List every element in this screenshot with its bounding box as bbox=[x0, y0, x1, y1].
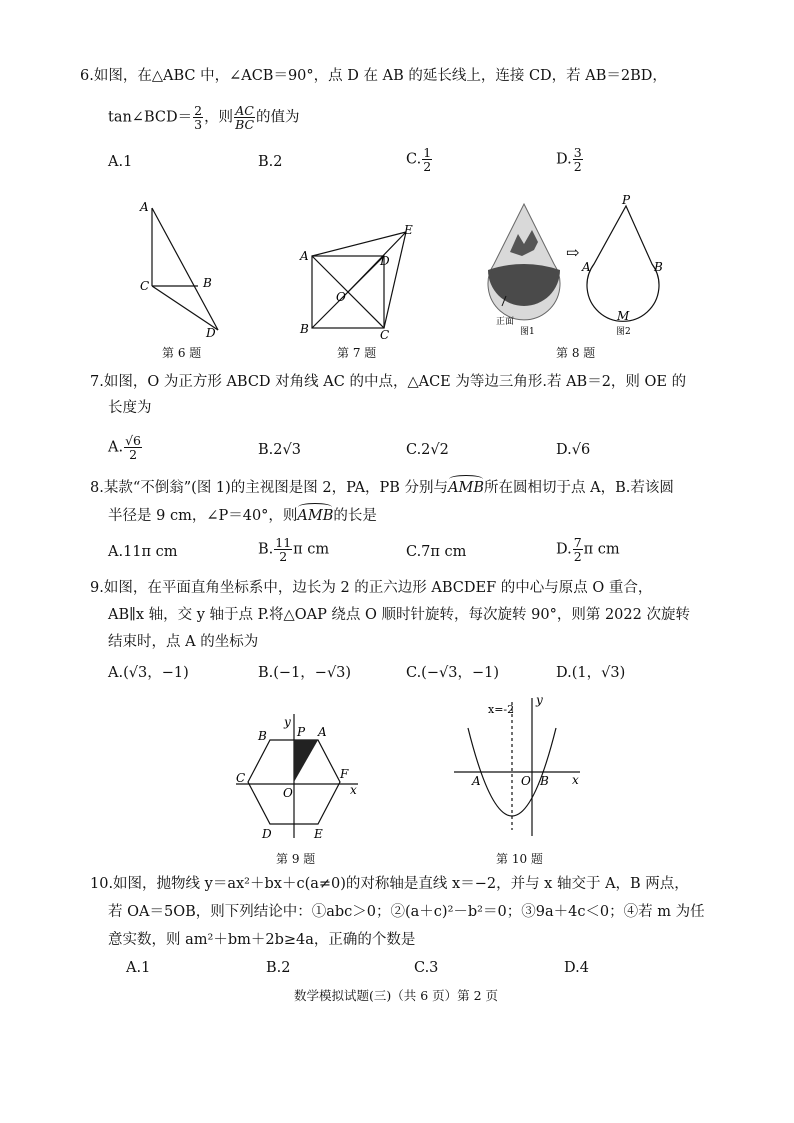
q9-line1: 9.如图，在平面直角坐标系中，边长为 2 的正六边形 ABCDEF 的中心与原点 O 重合， bbox=[90, 580, 653, 596]
q8-option-a: A.11π cm bbox=[108, 544, 178, 560]
q8-option-b bbox=[258, 536, 329, 563]
fig7-side-ce bbox=[384, 232, 406, 328]
q8-line2-pre: 半径是 9 cm，∠P＝40°，则 bbox=[108, 508, 298, 524]
figure-10 bbox=[448, 690, 598, 846]
q7-line1: 7.如图，O 为正方形 ABCD 对角线 AC 的中点，△ACE 为等边三角形.若 AB＝2，则 OE 的 bbox=[90, 374, 687, 390]
figure-6 bbox=[130, 196, 240, 341]
fig9-shaded-triangle-oap bbox=[294, 740, 318, 782]
fig8-transform-arrow: ⇨ bbox=[566, 243, 580, 262]
q6-frac-ac-bc bbox=[234, 104, 255, 131]
fig9-label-o: O bbox=[283, 786, 293, 800]
fig9-label-b: B bbox=[258, 729, 267, 743]
fig9-label-f: F bbox=[340, 767, 349, 781]
q7-opta-frac bbox=[124, 434, 142, 461]
q6-value-text: 的值为 bbox=[256, 109, 300, 126]
q10-option-c: C.3 bbox=[414, 960, 439, 976]
fig7-label-b: B bbox=[300, 322, 309, 336]
fig7-label-o: O bbox=[336, 290, 346, 304]
q6-option-d bbox=[556, 146, 584, 173]
fig6-label-d: D bbox=[206, 326, 216, 340]
q8-optb-num: 11 bbox=[275, 535, 292, 550]
q8-line2-post: 的长是 bbox=[333, 508, 377, 524]
q9-option-b: B.(−1，−√3) bbox=[258, 665, 352, 681]
q6-optc-den: 2 bbox=[423, 159, 432, 174]
q10-line3: 意实数，则 am²＋bm＋2b≥4a，正确的个数是 bbox=[108, 932, 416, 948]
q6-option-a: A.1 bbox=[108, 154, 133, 170]
q7-option-c: C.2√2 bbox=[406, 442, 449, 458]
q9-option-a: A.(√3，−1) bbox=[108, 665, 189, 681]
q6-line1: 6.如图，在△ABC 中，∠ACB＝90°，点 D 在 AB 的延长线上，连接 CD，若 AB＝2BD， bbox=[80, 68, 667, 84]
fig9-label-e: E bbox=[314, 827, 323, 841]
q6-frac-2-3 bbox=[193, 104, 203, 131]
fig8-label-a: A bbox=[582, 260, 591, 274]
q8-line1-pre: 8.某款“不倒翁”(图 1)的主视图是图 2，PA，PB 分别与 bbox=[90, 480, 449, 496]
q7-option-b: B.2√3 bbox=[258, 442, 301, 458]
fig8-tumbler-photo bbox=[488, 204, 560, 320]
q6-optd-pre: D. bbox=[556, 151, 572, 168]
q8-option-d bbox=[556, 536, 620, 563]
q7-option-a bbox=[108, 434, 143, 461]
q6-optc-frac bbox=[422, 146, 432, 173]
q6-frac1-num: 2 bbox=[194, 103, 203, 118]
q8-line1-post: 所在圆相切于点 A，B.若该圆 bbox=[484, 480, 674, 496]
q7-opta-den: 2 bbox=[129, 447, 138, 462]
fig7-label-d: D bbox=[380, 254, 390, 268]
fig10-label-a: A bbox=[472, 774, 481, 788]
q10-line2: 若 OA＝5OB，则下列结论中：①abc＞0；②(a＋c)²－b²＝0；③9a＋4c＜0；④若 m 为任 bbox=[108, 904, 705, 920]
fig6-label-c: C bbox=[140, 279, 150, 293]
fig7-label-a: A bbox=[300, 249, 309, 263]
q10-option-a: A.1 bbox=[126, 960, 151, 976]
q8-optb-frac bbox=[274, 536, 292, 563]
fig9-label-c: C bbox=[236, 771, 246, 785]
q6-optc-pre: C. bbox=[406, 151, 422, 168]
fig9-label-x: x bbox=[350, 783, 357, 797]
figure-8 bbox=[484, 192, 684, 342]
q8-optd-post: π cm bbox=[583, 541, 620, 558]
fig10-axis-label: x=-2 bbox=[488, 703, 515, 716]
fig10-label-b: B bbox=[540, 774, 549, 788]
q8-line2 bbox=[108, 506, 377, 526]
q6-option-c bbox=[406, 146, 433, 173]
fig8-label-p: P bbox=[622, 193, 631, 207]
q8-optd-frac bbox=[573, 536, 583, 563]
q10-option-d: D.4 bbox=[564, 960, 589, 976]
q6-line2 bbox=[108, 104, 300, 131]
fig6-caption: 第 6 题 bbox=[162, 346, 202, 360]
q8-line1 bbox=[90, 478, 674, 498]
fig8-img1-label: 图1 bbox=[520, 327, 535, 337]
q6-frac2-num: AC bbox=[235, 103, 254, 118]
fig9-label-y: y bbox=[284, 715, 291, 729]
fig10-label-y: y bbox=[536, 693, 543, 707]
fig8-label-b: B bbox=[654, 260, 663, 274]
q6-option-b: B.2 bbox=[258, 154, 283, 170]
fig10-caption: 第 10 题 bbox=[496, 852, 543, 866]
fig6-line-ad bbox=[152, 208, 218, 330]
page-footer: 数学模拟试题(三)（共 6 页）第 2 页 bbox=[294, 988, 499, 1003]
fig9-label-p: P bbox=[297, 725, 306, 739]
q6-frac1-den: 3 bbox=[194, 117, 203, 132]
q8-optb-den: 2 bbox=[279, 549, 288, 564]
q7-option-d: D.√6 bbox=[556, 442, 591, 458]
q6-optc-num: 1 bbox=[423, 145, 432, 160]
q6-optd-num: 3 bbox=[573, 145, 582, 160]
fig7-label-e: E bbox=[404, 223, 413, 237]
figure-7 bbox=[296, 222, 416, 342]
q8-optb-pre: B. bbox=[258, 541, 274, 558]
q10-option-b: B.2 bbox=[266, 960, 291, 976]
fig8-img2-label: 图2 bbox=[616, 327, 631, 337]
q8-optb-post: π cm bbox=[293, 541, 330, 558]
q8-option-c: C.7π cm bbox=[406, 544, 467, 560]
q8-optd-den: 2 bbox=[573, 549, 582, 564]
fig8-caption: 第 8 题 bbox=[556, 346, 596, 360]
fig9-caption: 第 9 题 bbox=[276, 852, 316, 866]
fig8-droplet-outline bbox=[587, 206, 659, 321]
q8-arc-amb-2: AMB bbox=[297, 508, 334, 524]
fig6-label-b: B bbox=[203, 276, 212, 290]
q9-option-c: C.(−√3，−1) bbox=[406, 665, 499, 681]
fig9-label-d: D bbox=[262, 827, 272, 841]
q6-then: ，则 bbox=[204, 109, 234, 126]
q8-optd-pre: D. bbox=[556, 541, 572, 558]
q7-opta-pre: A. bbox=[108, 439, 124, 456]
q7-opta-num: √6 bbox=[125, 433, 142, 448]
fig8-front-label: 正面 bbox=[496, 317, 515, 327]
fig7-caption: 第 7 题 bbox=[337, 346, 377, 360]
fig8-label-m: M bbox=[617, 309, 630, 323]
fig7-side-ae bbox=[312, 232, 406, 256]
fig6-line-cd bbox=[152, 286, 218, 330]
q6-frac2-den: BC bbox=[235, 117, 255, 132]
fig10-label-o: O bbox=[521, 774, 531, 788]
q8-arc-amb-1: AMB bbox=[448, 480, 485, 496]
q6-tan-text: tan∠BCD＝ bbox=[108, 109, 193, 126]
q9-line2: AB∥x 轴，交 y 轴于点 P.将△OAP 绕点 O 顺时针旋转，每次旋转 90°，则第 2022 次旋转 bbox=[108, 607, 690, 623]
fig7-label-c: C bbox=[380, 328, 390, 342]
fig9-label-a: A bbox=[318, 725, 327, 739]
q8-optd-num: 7 bbox=[573, 535, 582, 550]
q9-line3: 结束时，点 A 的坐标为 bbox=[108, 634, 259, 650]
q10-line1: 10.如图，抛物线 y＝ax²＋bx＋c(a≠0)的对称轴是直线 x＝−2，并与 x 轴交于 A，B 两点， bbox=[90, 876, 689, 892]
figure-9 bbox=[228, 706, 368, 846]
q6-optd-den: 2 bbox=[573, 159, 582, 174]
fig6-label-a: A bbox=[140, 200, 149, 214]
q7-line2: 长度为 bbox=[108, 400, 152, 416]
q9-option-d: D.(1，√3) bbox=[556, 665, 626, 681]
fig10-label-x: x bbox=[572, 773, 579, 787]
fig7-segment-oe bbox=[348, 232, 406, 292]
q6-optd-frac bbox=[573, 146, 583, 173]
